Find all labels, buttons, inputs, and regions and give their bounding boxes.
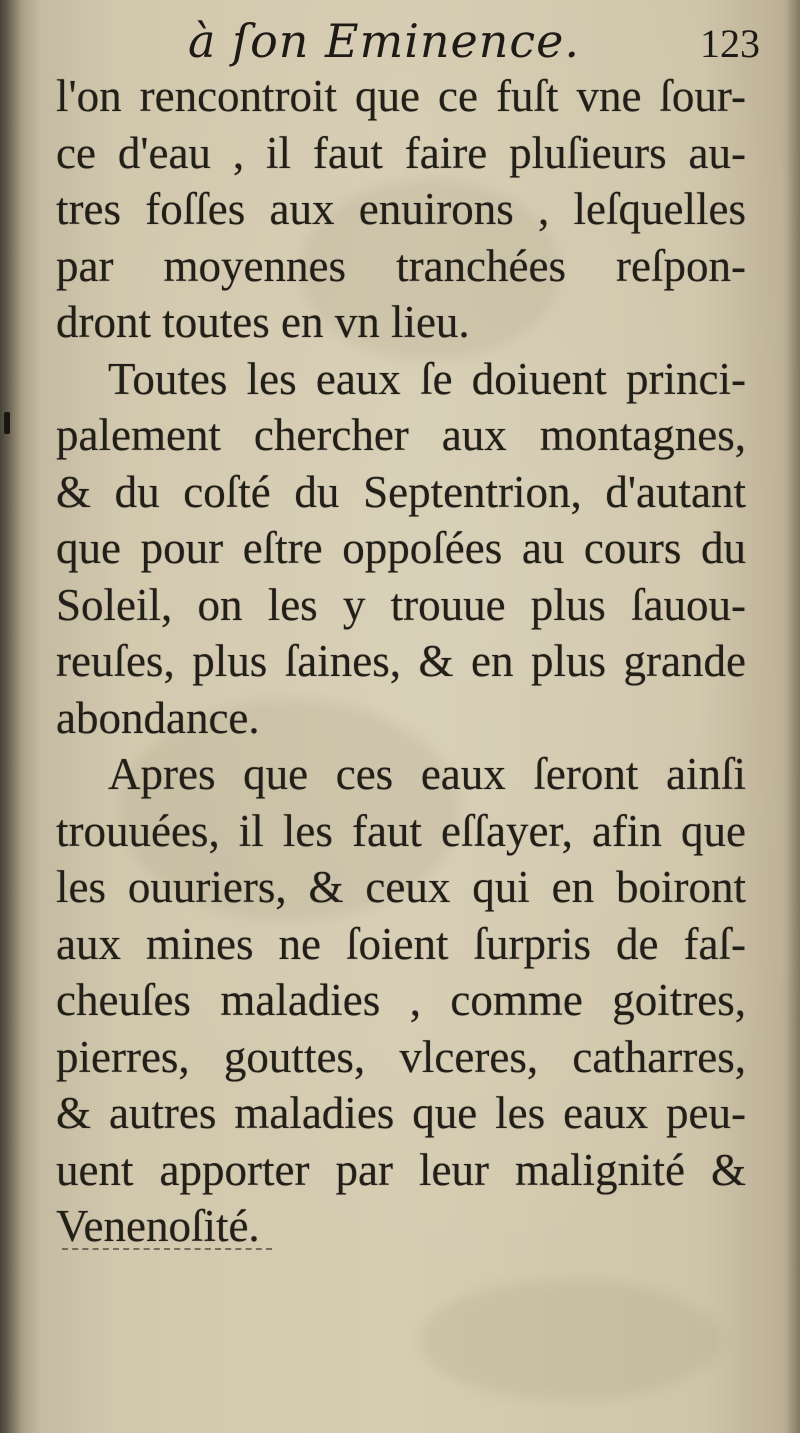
page-number: 123 [700,21,760,66]
text-line: par moyennes tranchées reſpon- [56,240,746,291]
text-line: aux mines ne ſoient ſurpris de faſ- [56,918,746,969]
text-line: tres foſſes aux enuirons , leſquelles [56,184,746,234]
text-line: palement chercher aux montagnes, [56,410,746,460]
paragraph-2 [56,351,746,747]
gutter-shadow [0,0,22,1433]
text-line: pierres, gouttes, vlceres, catharres, [56,1031,746,1082]
text-line: cheuſes maladies , comme goitres, [56,975,746,1025]
text-line: & du coſté du Septentrion, d'autant [56,466,746,517]
text-line: abondance. [56,692,260,743]
text-line: les ouuriers, & ceux qui en boiront [56,862,746,912]
text-line: trouuées, il les faut eſſayer, afin que [56,805,746,856]
body-text [56,68,746,1255]
page-edge-shadow [786,0,800,1433]
text-line: Toutes les eaux ſe doiuent princi- [108,353,746,404]
text-line: Soleil, on les y trouue plus ſauou- [56,579,746,630]
margin-mark [4,412,10,434]
text-line: dront toutes en vn lieu. [56,297,470,347]
text-line: Venenoſité. [56,1201,260,1251]
paper-stain [420,1280,720,1400]
text-line: uent apporter par leur malignité & [56,1144,746,1195]
text-line: & autres maladies que les eaux peu- [56,1088,746,1138]
text-line: Apres que ces eaux ſeront ainſi [108,749,746,799]
text-line: ce d'eau , il faut faire pluſieurs au- [56,127,746,178]
text-line: l'on rencontroit que ce fuſt vne ſour- [56,71,746,121]
text-line: reuſes, plus ſaines, & en plus grande [56,636,746,686]
running-head: à ſon Eminence. [188,14,581,68]
text-line: que pour eſtre oppoſées au cours du [56,523,746,573]
end-rule [62,1248,272,1250]
paragraph-1 [56,68,746,351]
paragraph-3 [56,746,746,1255]
